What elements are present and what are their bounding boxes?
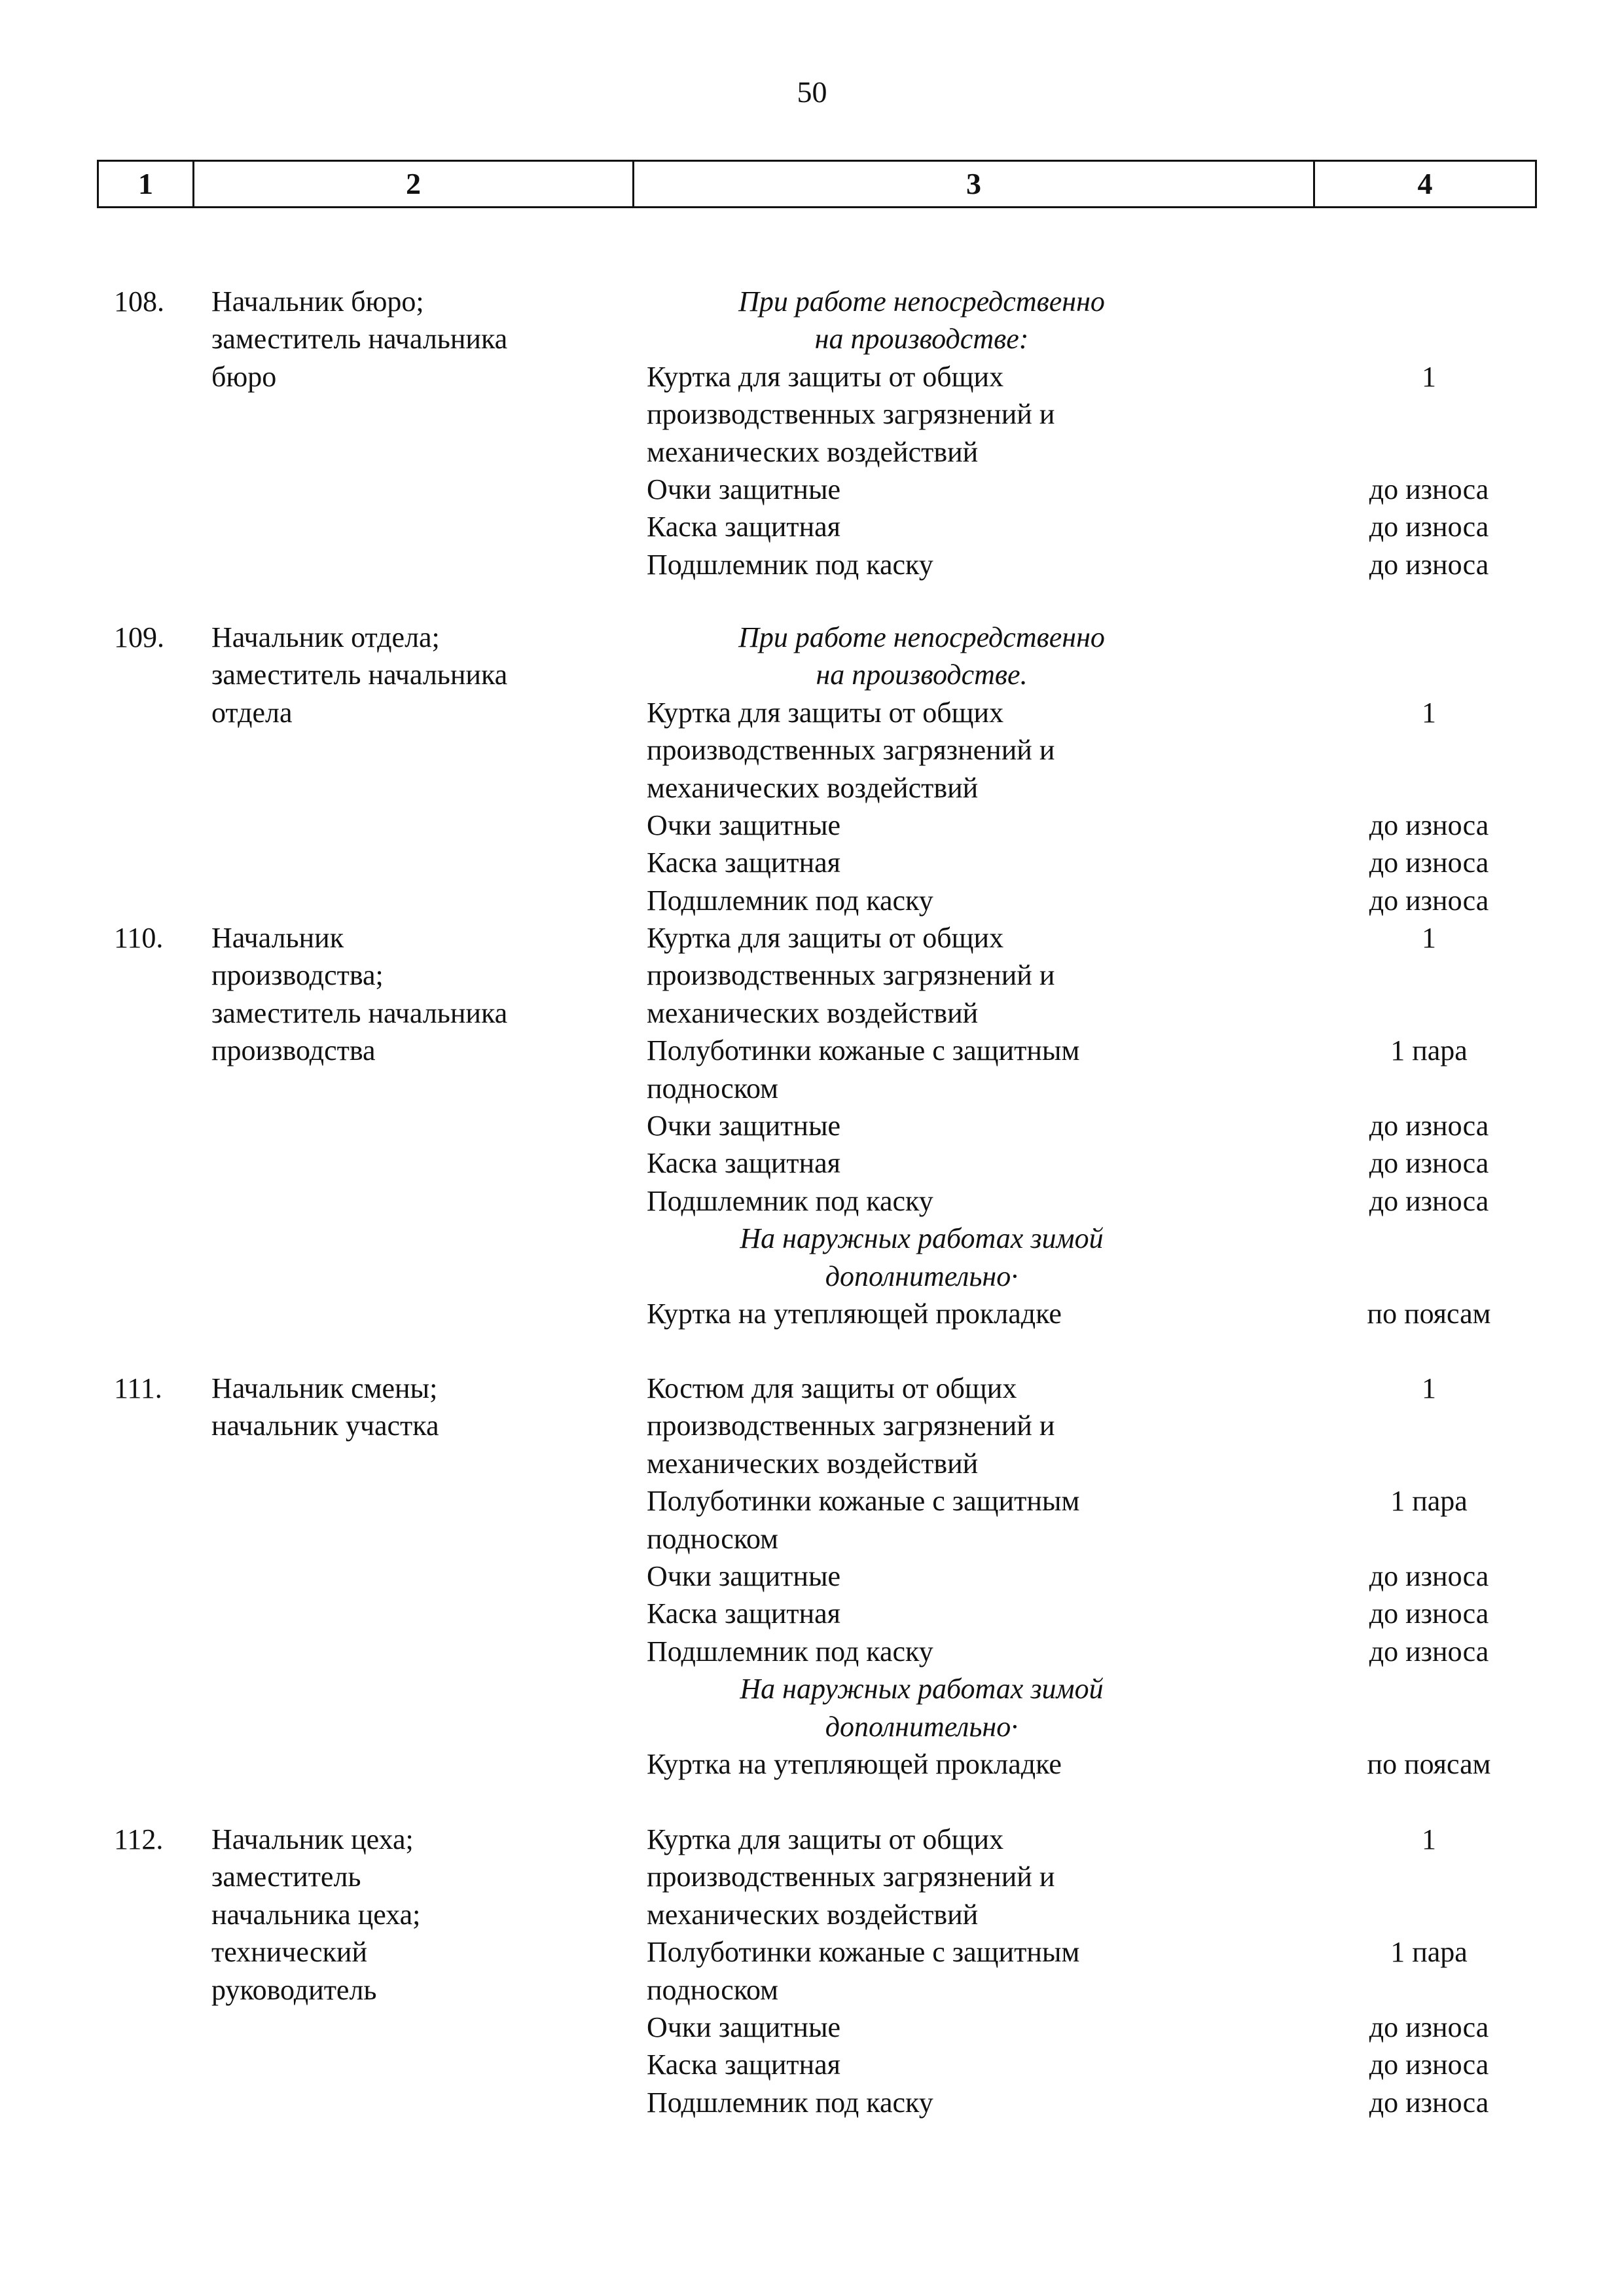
item-name (647, 2046, 1334, 2083)
issue-norm: 1 (1422, 922, 1436, 954)
issue-norm: до износа (1369, 511, 1489, 543)
condition-subheading-line: При работе непосредственно (738, 285, 1105, 318)
entry-number: 112. (114, 1823, 164, 1855)
position-title-line: отдела (211, 696, 293, 729)
item-name (647, 844, 1334, 881)
condition-subheading-line: дополнительно· (825, 1710, 1019, 1743)
item-name-line: Очки защитные (647, 473, 841, 506)
protective-item-row (647, 546, 1524, 583)
item-name (647, 1933, 1334, 2009)
item-name (647, 1745, 1334, 1783)
issue-norm: 1 (1422, 1372, 1436, 1404)
position-title-line: производства (211, 1034, 376, 1067)
issue-norm: 1 (1422, 696, 1436, 729)
column-header-2: 2 (194, 162, 634, 206)
position-title-line: технический (211, 1936, 368, 1969)
item-name-line: Куртка для защиты от общих (647, 922, 1004, 954)
position-title (211, 1821, 630, 2009)
item-name-line: подноском (647, 1072, 778, 1104)
item-name-line: Куртка для защиты от общих (647, 360, 1004, 393)
issue-norm: до износа (1369, 884, 1489, 917)
protective-item-row (647, 1032, 1524, 1107)
position-title-line: Начальник (211, 922, 344, 954)
item-name-line: Очки защитные (647, 2011, 841, 2044)
item-name-line: Костюм для защиты от общих (647, 1372, 1017, 1404)
item-name-line: Подшлемник под каску (647, 884, 933, 917)
item-name (647, 2009, 1334, 2046)
position-title-line: заместитель начальника (211, 659, 508, 691)
issue-norm: до износа (1369, 1184, 1489, 1217)
item-name (647, 882, 1334, 919)
item-name-line: механических воздействий (647, 435, 979, 468)
item-name-line: производственных загрязнений и (647, 398, 1055, 431)
condition-subheading (647, 1220, 1197, 1295)
issue-norm: до износа (1369, 809, 1489, 842)
issue-norm: 1 (1422, 1823, 1436, 1855)
item-name (647, 1032, 1334, 1107)
item-name (647, 2084, 1334, 2121)
position-title-line: заместитель начальника (211, 323, 508, 355)
item-name (647, 1295, 1334, 1332)
position-title-line: Начальник цеха; (211, 1823, 414, 1855)
item-name-line: Каска защитная (647, 1147, 840, 1180)
item-name-line: механических воздействий (647, 1447, 979, 1480)
protective-item-row (647, 694, 1524, 807)
item-name-line: Куртка для защиты от общих (647, 696, 1004, 729)
item-name (647, 1821, 1334, 1933)
issue-norm: до износа (1369, 1635, 1489, 1667)
protective-item-row (647, 1295, 1524, 1332)
page-number: 50 (797, 75, 827, 109)
position-title-line: производства; (211, 959, 384, 992)
protective-item-row (647, 1144, 1524, 1182)
item-name-line: Каска защитная (647, 1597, 840, 1630)
item-name-line: производственных загрязнений и (647, 1410, 1055, 1442)
protective-item-row (647, 919, 1524, 1032)
item-name (647, 1558, 1334, 1595)
protective-item-row (647, 471, 1524, 508)
issue-norm: 1 пара (1390, 1936, 1468, 1969)
item-name-line: Каска защитная (647, 511, 840, 543)
protective-items-list (647, 619, 1524, 919)
item-name-line: Полуботинки кожаные с защитным (647, 1034, 1080, 1067)
item-name-line: подноском (647, 1973, 778, 2006)
item-name-line: механических воздействий (647, 771, 979, 804)
item-name-line: Подшлемник под каску (647, 2086, 933, 2119)
entry-number: 110. (114, 922, 164, 954)
position-title (211, 919, 630, 1070)
position-title-line: Начальник бюро; (211, 285, 424, 318)
item-name (647, 1633, 1334, 1670)
condition-subheading-line: дополнительно· (825, 1260, 1019, 1292)
issue-norm: до износа (1369, 1560, 1489, 1593)
issue-norm: до износа (1369, 548, 1489, 581)
item-name-line: механических воздействий (647, 1898, 979, 1931)
condition-subheading-line: При работе непосредственно (738, 621, 1105, 653)
issue-norm: до износа (1369, 473, 1489, 506)
column-header-3: 3 (634, 162, 1315, 206)
issue-norm: до износа (1369, 2011, 1489, 2044)
entry-number: 109. (114, 621, 164, 653)
column-header-4: 4 (1417, 167, 1433, 200)
position-title-line: Начальник отдела; (211, 621, 440, 653)
protective-item-row (647, 1182, 1524, 1220)
issue-norm: 1 пара (1390, 1485, 1468, 1518)
position-title-line: Начальник смены; (211, 1372, 438, 1404)
protective-items-list (647, 919, 1524, 1332)
item-name (647, 807, 1334, 844)
entry-number: 111. (114, 1372, 162, 1404)
protective-item-row (647, 1821, 1524, 1933)
item-name-line: Подшлемник под каску (647, 1184, 933, 1217)
item-name (647, 1370, 1334, 1482)
issue-norm: до износа (1369, 2086, 1489, 2119)
protective-item-row (647, 882, 1524, 919)
entry-number: 108. (114, 285, 164, 318)
protective-item-row (647, 1745, 1524, 1783)
column-header-table (97, 160, 1537, 208)
protective-item-row (647, 1370, 1524, 1482)
issue-norm: до износа (1369, 847, 1489, 879)
issue-norm: 1 (1422, 360, 1436, 393)
protective-item-row (647, 2009, 1524, 2046)
item-name-line: Полуботинки кожаные с защитным (647, 1485, 1080, 1518)
issue-norm: 1 пара (1390, 1034, 1468, 1067)
item-name-line: Полуботинки кожаные с защитным (647, 1936, 1080, 1969)
condition-subheading-line: На наружных работах зимой (740, 1222, 1104, 1255)
position-title (211, 619, 630, 731)
item-name-line: производственных загрязнений и (647, 734, 1055, 767)
position-title (211, 1370, 630, 1445)
item-name (647, 1595, 1334, 1632)
issue-norm: до износа (1369, 1597, 1489, 1630)
protective-item-row (647, 2084, 1524, 2121)
condition-subheading-line: На наружных работах зимой (740, 1673, 1104, 1705)
item-name-line: Куртка для защиты от общих (647, 1823, 1004, 1855)
item-name (647, 546, 1334, 583)
protective-items-list (647, 1370, 1524, 1783)
item-name-line: производственных загрязнений и (647, 959, 1055, 992)
item-name-line: Каска защитная (647, 2049, 840, 2081)
protective-item-row (647, 1595, 1524, 1632)
item-name (647, 694, 1334, 807)
condition-subheading-line: на производстве. (816, 659, 1028, 691)
position-title-line: руководитель (211, 1973, 377, 2006)
position-title-line: начальника цеха; (211, 1898, 421, 1931)
condition-subheading (647, 619, 1197, 694)
item-name (647, 1144, 1334, 1182)
item-name-line: Очки защитные (647, 1110, 841, 1142)
issue-norm: по поясам (1367, 1298, 1491, 1330)
position-title-line: заместитель начальника (211, 996, 508, 1029)
issue-norm: до износа (1369, 1147, 1489, 1180)
condition-subheading (647, 283, 1197, 358)
protective-item-row (647, 2046, 1524, 2083)
issue-norm: до износа (1369, 1110, 1489, 1142)
item-name (647, 919, 1334, 1032)
item-name-line: Куртка на утепляющей прокладке (647, 1748, 1062, 1781)
position-title-line: заместитель (211, 1861, 361, 1893)
item-name (647, 508, 1334, 545)
item-name-line: Очки защитные (647, 1560, 841, 1593)
protective-item-row (647, 844, 1524, 881)
protective-item-row (647, 1933, 1524, 2009)
condition-subheading-line: на производстве: (814, 323, 1029, 355)
item-name-line: производственных загрязнений и (647, 1861, 1055, 1893)
issue-norm: по поясам (1367, 1748, 1491, 1781)
item-name-line: Куртка на утепляющей прокладке (647, 1298, 1062, 1330)
position-title-line: начальник участка (211, 1410, 439, 1442)
column-header-1: 1 (99, 162, 194, 206)
item-name-line: подноском (647, 1522, 778, 1555)
issue-norm: до износа (1369, 2049, 1489, 2081)
position-title-line: бюро (211, 360, 277, 393)
item-name-line: механических воздействий (647, 996, 979, 1029)
item-name (647, 1107, 1334, 1144)
item-name (647, 358, 1334, 471)
item-name-line: Каска защитная (647, 847, 840, 879)
protective-item-row (647, 1633, 1524, 1670)
item-name-line: Подшлемник под каску (647, 548, 933, 581)
condition-subheading (647, 1670, 1197, 1745)
protective-items-list (647, 1821, 1524, 2121)
protective-item-row (647, 1482, 1524, 1558)
protective-item-row (647, 1107, 1524, 1144)
protective-item-row (647, 1558, 1524, 1595)
item-name (647, 471, 1334, 508)
item-name (647, 1482, 1334, 1558)
position-title (211, 283, 630, 395)
protective-items-list (647, 283, 1524, 583)
item-name-line: Очки защитные (647, 809, 841, 842)
item-name-line: Подшлемник под каску (647, 1635, 933, 1667)
protective-item-row (647, 508, 1524, 545)
protective-item-row (647, 358, 1524, 471)
item-name (647, 1182, 1334, 1220)
protective-item-row (647, 807, 1524, 844)
